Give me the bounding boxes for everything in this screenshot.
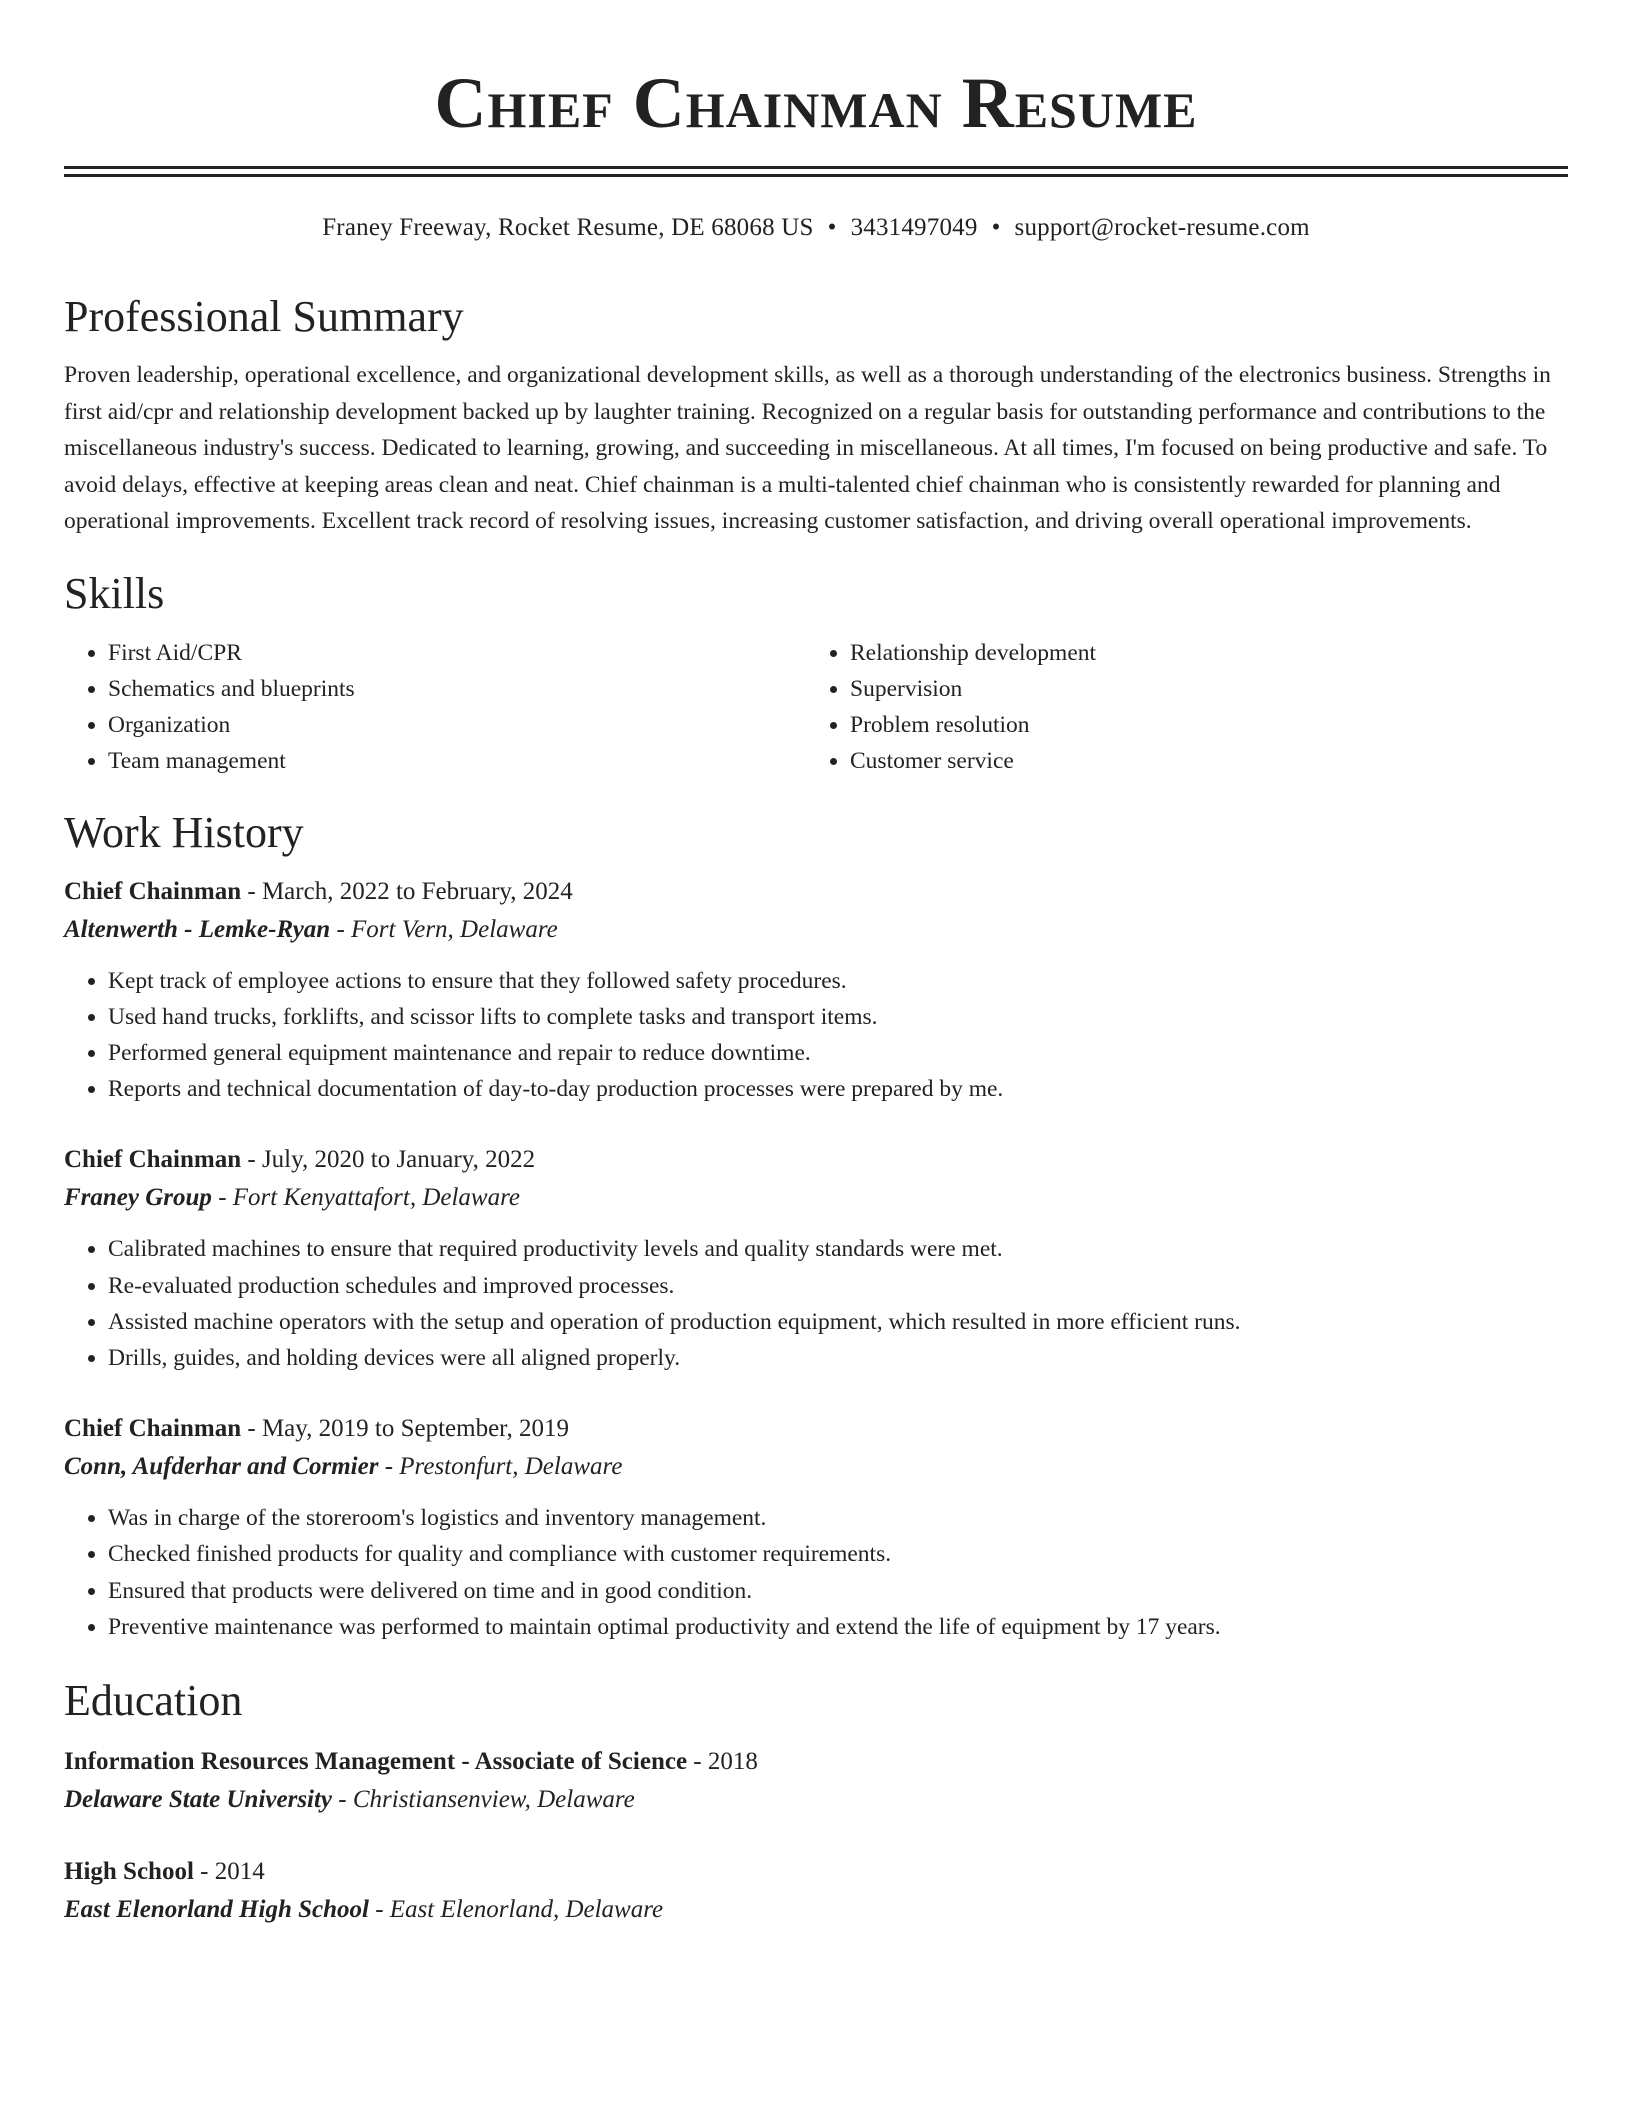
contact-separator: • [991,214,1001,241]
skill-item: • Supervision [850,671,1548,707]
job-title-line [64,1410,1568,1448]
job-company: Conn, Aufderhar and Cormier [64,1453,379,1481]
education-school-line [64,1781,1568,1819]
education-entry [64,1743,1568,1819]
job-company: Franey Group [64,1184,212,1212]
job-bullet: • Used hand trucks, forklifts, and scissor lifts to complete tasks and transport items. [108,999,1568,1035]
skill-item: • Relationship development [850,635,1548,671]
contact-line [64,211,1568,245]
job-bullet: • Calibrated machines to ensure that required productivity levels and quality standards were met. [108,1231,1568,1267]
job-title-line [64,873,1568,911]
skill-item: • First Aid/CPR [108,635,806,671]
skill-item: • Schematics and blueprints [108,671,806,707]
summary-heading: Professional Summary [64,292,464,341]
skills-list [64,635,1568,779]
education-year: - 2018 [687,1747,758,1775]
job-bullet: • Performed general equipment maintenance and repair to reduce downtime. [108,1035,1568,1071]
title-double-rule [64,166,1568,177]
job-entry [64,873,1568,1108]
job-company-line [64,1179,1568,1217]
education-degree: High School [64,1857,194,1885]
job-title-line [64,1141,1568,1179]
job-location: - Prestonfurt, Delaware [378,1453,623,1481]
job-bullets [64,963,1568,1108]
job-dates: - May, 2019 to September, 2019 [241,1415,570,1443]
contact-phone: 3431497049 [850,214,978,241]
job-company-line [64,1448,1568,1486]
job-entry [64,1410,1568,1645]
education-school-line [64,1891,1568,1929]
skill-item: • Organization [108,707,806,743]
education-location: - Christiansenview, Delaware [332,1785,635,1813]
skills-column-right [806,635,1548,779]
job-role: Chief Chainman [64,1146,242,1174]
job-location: - Fort Kenyattafort, Delaware [211,1184,521,1212]
skill-item: • Team management [108,743,806,779]
job-bullet: • Assisted machine operators with the setup and operation of production equipment, which resulted in more efficient runs. [108,1304,1568,1340]
job-entry [64,1141,1568,1376]
job-bullet: • Was in charge of the storeroom's logistics and inventory management. [108,1500,1568,1536]
education-degree: Information Resources Management - Associate of Science [64,1747,688,1775]
skills-column-left [64,635,806,779]
job-bullets [64,1231,1568,1376]
job-bullets [64,1500,1568,1645]
contact-separator: • [827,214,837,241]
education-location: - East Elenorland, Delaware [368,1895,664,1923]
job-dates: - March, 2022 to February, 2024 [241,877,573,905]
job-dates: - July, 2020 to January, 2022 [241,1146,536,1174]
job-bullet: • Preventive maintenance was performed to maintain optimal productivity and extend the life of equipment by 17 years. [108,1609,1568,1645]
resume-title: Chief Chainman Resume [434,63,1198,143]
education-school: East Elenorland High School [64,1895,369,1923]
education-heading: Education [64,1675,243,1725]
job-role: Chief Chainman [64,1415,242,1443]
skill-item: • Customer service [850,743,1548,779]
job-bullet: • Reports and technical documentation of day-to-day production processes were prepared by me. [108,1071,1568,1107]
job-bullet: • Checked finished products for quality and compliance with customer requirements. [108,1536,1568,1572]
job-company: Altenwerth - Lemke-Ryan [64,915,331,943]
job-bullet: • Ensured that products were delivered on time and in good condition. [108,1573,1568,1609]
contact-email: support@rocket-resume.com [1014,214,1310,241]
work-history-heading: Work History [64,807,304,857]
job-company-line [64,911,1568,949]
job-role: Chief Chainman [64,877,242,905]
skills-heading: Skills [64,568,165,618]
education-degree-line [64,1743,1568,1781]
skill-item: • Problem resolution [850,707,1548,743]
summary-text: Proven leadership, operational excellence, and organizational development skills, as well as a thorough understanding of the electronics business. Strengths in first aid/cpr and relationship development backed up by laughter training. Recognized on a regular basis for outstanding performance and contributions to the miscellaneous industry's success. Dedicated to learning, growing, and succeeding in miscellaneous. At all times, I'm focused on being productive and safe. To avoid delays, effective at keeping areas clean and neat. Chief chainman is a multi-talented chief chainman who is consistently rewarded for planning and operational improvements. Excellent track record of resolving issues, increasing customer satisfaction, and driving overall operational improvements. [64,362,1551,534]
job-location: - Fort Vern, Delaware [330,915,558,943]
education-year: - 2014 [193,1857,265,1885]
education-degree-line [64,1853,1568,1891]
job-bullet: • Kept track of employee actions to ensure that they followed safety procedures. [108,963,1568,999]
contact-address: Franey Freeway, Rocket Resume, DE 68068 US [322,214,814,241]
education-school: Delaware State University [64,1785,333,1813]
job-bullet: • Re-evaluated production schedules and improved processes. [108,1268,1568,1304]
job-bullet: • Drills, guides, and holding devices were all aligned properly. [108,1340,1568,1376]
education-entry [64,1853,1568,1929]
